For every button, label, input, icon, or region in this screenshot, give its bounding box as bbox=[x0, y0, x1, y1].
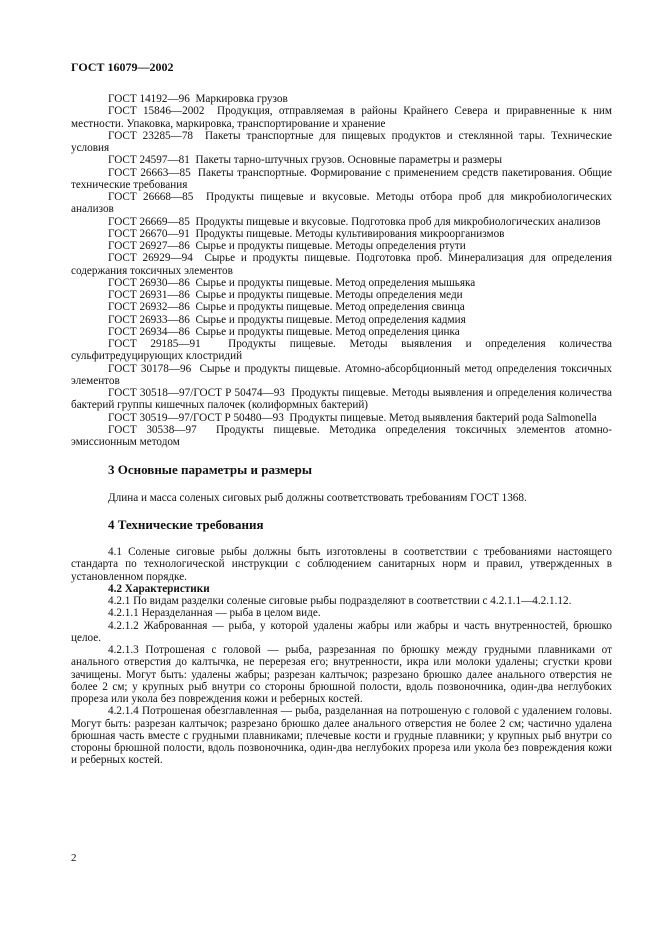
reference-code: ГОСТ 23285—78 bbox=[108, 129, 194, 142]
reference-code: ГОСТ 30519—97/ГОСТ Р 50480—93 bbox=[108, 411, 284, 424]
reference-code: ГОСТ 24597—81 bbox=[108, 154, 190, 167]
paragraph-4-2-1: 4.2.1 По видам разделки соленые сиговые рыбы подразделяют в соответствии с 4.2.1.1—4.2.1.12. bbox=[108, 595, 572, 607]
reference-code: ГОСТ 26934—86 bbox=[108, 325, 190, 338]
paragraph-4-2-1-3: 4.2.1.3 Потрошеная с головой — рыба, разрезанная по брюшку между грудными плавниками от анального отверстия до калтычка, не перерезая его; внутренности, икра или молоки удалены; сгустки крови зачищены. Могут быть: удалены жабры; разрезан калтычок; разрезано брюшко далее анального отверстия не более 2 см; у крупных рыб внутри со стороны брюшной полости, вдоль позвоночника, один-два неглубоких прореза или укола без повреждения кожи и реберных костей. bbox=[71, 644, 612, 705]
reference-title: Сырье и продукты пищевые. Методы определения ртути bbox=[195, 240, 466, 252]
reference-item bbox=[71, 191, 612, 216]
reference-title: Сырье и продукты пищевые. Метод определения мышьяка bbox=[195, 276, 476, 289]
section-3-heading: 3 Основные параметры и размеры bbox=[108, 462, 313, 478]
reference-item bbox=[71, 338, 612, 363]
reference-code: ГОСТ 26933—86 bbox=[108, 313, 190, 326]
reference-title: Сырье и продукты пищевые. Подготовка проб. Минерализация для определения содержания токсичных элементов bbox=[71, 252, 613, 277]
reference-title: Маркировка грузов bbox=[195, 93, 288, 105]
paragraph-4-2-1-1: 4.2.1.1 Неразделанная — рыба в целом виде. bbox=[108, 607, 321, 620]
reference-title: Продукты пищевые. Методика определения токсичных элементов атомно-эмиссионным методом bbox=[71, 423, 612, 448]
reference-title: Сырье и продукты пищевые. Метод определения кадмия bbox=[195, 313, 466, 326]
paragraph-4-2-1-2: 4.2.1.2 Жаброванная — рыба, у которой удалены жабры или жабры и часть внутренностей, брюшко целое. bbox=[71, 619, 612, 644]
reference-title: Сырье и продукты пищевые. Методы определения меди bbox=[195, 289, 463, 301]
reference-item bbox=[71, 424, 612, 449]
reference-item bbox=[71, 277, 612, 289]
reference-code: ГОСТ 26929—94 bbox=[108, 252, 193, 265]
reference-item bbox=[71, 412, 612, 424]
paragraph-4-2-1-4: 4.2.1.4 Потрошеная обезглавленная — рыба, разделанная на потрошеную с головой с удалением головы. Могут быть: разрезан калтычок; разрезано брюшко далее анального отверстия не более 2 см; частично удалена брюшная часть вместе с грудными плавниками; плечевые кости и грудные плавники; у крупных рыб внутри со стороны брюшной полости, вдоль позвоночника, один-два неглубоких прореза или укола без повреждения кожи и реберных костей. bbox=[71, 705, 612, 767]
reference-title: Продукты пищевые и вкусовые. Методы отбора проб для микробиологических анализов bbox=[71, 191, 612, 216]
reference-item bbox=[71, 301, 612, 313]
document-body bbox=[71, 93, 612, 767]
reference-code: ГОСТ 26927—86 bbox=[108, 240, 190, 252]
reference-title: Пакеты транспортные. Формирование с применением средств пакетирования. Общие технические требования bbox=[71, 166, 612, 191]
references-list bbox=[71, 93, 612, 448]
reference-code: ГОСТ 14192—96 bbox=[108, 93, 190, 105]
reference-code: ГОСТ 15846—2002 bbox=[108, 105, 205, 118]
reference-code: ГОСТ 26669—85 bbox=[108, 215, 190, 228]
reference-title: Сырье и продукты пищевые. Метод определения цинка bbox=[195, 325, 460, 338]
reference-title: Продукция, отправляемая в районы Крайнего Севера и приравненные к ним местности. Упаковка, маркировка, транспортирование и хранение bbox=[71, 105, 612, 130]
reference-item bbox=[71, 154, 612, 166]
reference-item bbox=[71, 252, 612, 277]
document-header: ГОСТ 16079—2002 bbox=[71, 60, 174, 74]
reference-item bbox=[71, 167, 612, 192]
reference-item bbox=[71, 289, 612, 301]
section-4-heading: 4 Технические требования bbox=[108, 516, 264, 532]
section-3-text: Длина и масса соленых сиговых рыб должны соответствовать требованиям ГОСТ 1368. bbox=[108, 491, 527, 504]
reference-code: ГОСТ 30518—97/ГОСТ Р 50474—93 bbox=[108, 387, 285, 399]
reference-title: Продукты пищевые. Метод выявления бактерий рода Salmonella bbox=[289, 411, 597, 424]
reference-item bbox=[71, 216, 612, 228]
paragraph-4-1: 4.1 Соленые сиговые рыбы должны быть изготовлены в соответствии с требованиями настоящего стандарта по технологической инструкции с соблюдением санитарных норм и правил, утвержденных в установленном порядке. bbox=[71, 546, 612, 583]
reference-item bbox=[71, 387, 612, 412]
reference-code: ГОСТ 30178—96 bbox=[108, 362, 192, 375]
reference-code: ГОСТ 29185—91 bbox=[108, 338, 201, 350]
reference-code: ГОСТ 26668—85 bbox=[108, 191, 194, 203]
reference-title: Продукты пищевые и вкусовые. Подготовка проб для микробиологических анализов bbox=[195, 215, 601, 228]
reference-title: Продукты пищевые. Методы выявления и определения количества сульфитредуцирующих клостридий bbox=[71, 338, 613, 363]
reference-item bbox=[71, 363, 612, 388]
reference-code: ГОСТ 26932—86 bbox=[108, 301, 190, 314]
reference-title: Пакеты транспортные для пищевых продуктов и стеклянной тары. Технические условия bbox=[71, 129, 613, 154]
reference-title: Продукты пищевые. Методы культивирования микроорганизмов bbox=[195, 227, 505, 240]
reference-title: Сырье и продукты пищевые. Метод определения свинца bbox=[195, 301, 465, 314]
reference-item bbox=[71, 240, 612, 252]
reference-item bbox=[71, 326, 612, 338]
reference-item bbox=[71, 93, 612, 105]
reference-code: ГОСТ 26663—85 bbox=[108, 166, 191, 179]
reference-code: ГОСТ 26931—86 bbox=[108, 289, 190, 301]
reference-title: Пакеты тарно-штучных грузов. Основные параметры и размеры bbox=[195, 154, 503, 167]
reference-code: ГОСТ 26670—91 bbox=[108, 227, 190, 240]
reference-title: Продукты пищевые. Методы выявления и определения количества бактерий группы кишечных палочек (колиформных бактерий) bbox=[71, 387, 612, 412]
reference-item bbox=[71, 105, 612, 130]
reference-code: ГОСТ 26930—86 bbox=[108, 276, 190, 289]
reference-title: Сырье и продукты пищевые. Атомно-абсорбционный метод определения токсичных элементов bbox=[71, 362, 612, 387]
reference-item bbox=[71, 228, 612, 240]
reference-item bbox=[71, 130, 612, 155]
subheading-4-2: 4.2 Характеристики bbox=[108, 582, 210, 595]
reference-item bbox=[71, 314, 612, 326]
page-number: 2 bbox=[71, 852, 77, 864]
reference-code: ГОСТ 30538—97 bbox=[108, 423, 197, 436]
